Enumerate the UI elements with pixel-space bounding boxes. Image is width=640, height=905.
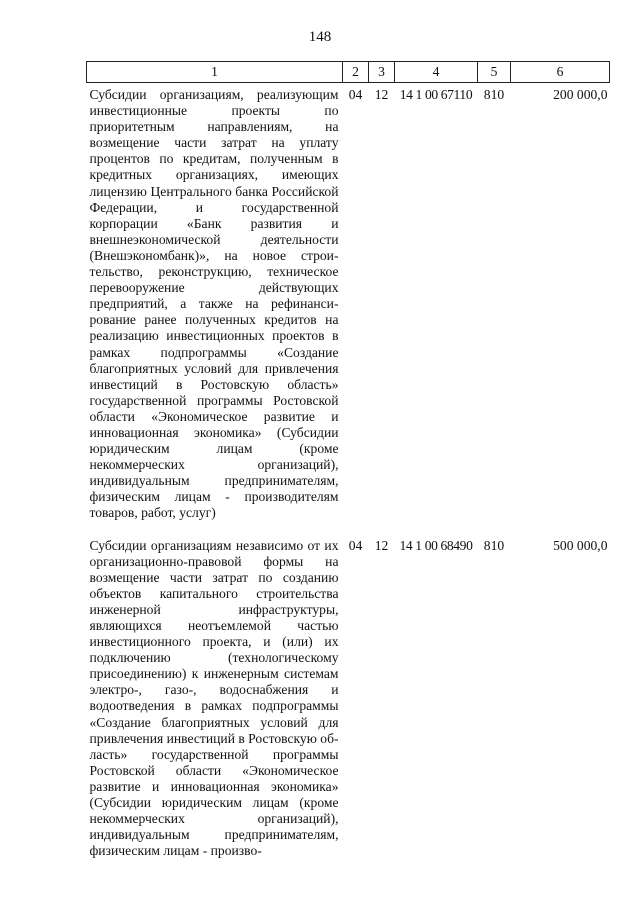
row-description: Субсидии организациям, реализующим инвестиционные проекты по приоритетным направлениям, на возмещение части затрат на уплату процентов по кредитам, полученным в кредитных организациях, имеющих лицензию Центрального банка Российской Федерации, и государственной корпорации «Банк развития и внешнеэкономической деятельности (Внешэкономбанк)», на новое строительство, реконструкцию, техническое перевооружение действующих предприятий, а также на рефинансирование ранее полученных кредитов на реализацию инвестиционных проектов в рамках подпрограммы «Создание благоприятных условий для привлечения инвестиций в Ростовскую область» государственной программы Ростовской области «Экономическое развитие и инновационная экономика» (Субсидии юридическим лицам (кроме некоммерческих организаций), индивидуальным предпринимателям, физическим лицам - производителям товаров, работ, услуг): [89, 87, 339, 521]
header-col-3: 3: [369, 62, 395, 83]
row-section: 04: [348, 537, 363, 553]
row-subsection: 12: [374, 537, 389, 553]
row-section: 04: [348, 87, 363, 102]
row-expense-type: 810: [483, 87, 505, 102]
header-row: [87, 62, 610, 83]
header-col-4: 4: [395, 62, 478, 83]
row-amount: 200 000,0: [553, 87, 608, 102]
table-header: [87, 62, 610, 83]
header-col-5: 5: [478, 62, 511, 83]
row-expense-type: 810: [483, 537, 505, 553]
table-row: [87, 534, 610, 872]
row-amount: 500 000,0: [553, 537, 608, 553]
budget-table: [86, 61, 610, 871]
table-row: [87, 83, 610, 534]
header-col-2: 2: [343, 62, 369, 83]
row-description: Субсидии организациям независимо от их организационно-правовой формы на возмещение части затрат по созданию объектов капитального строительства инженерной инфраструктуры, являющихся неотъемлемой частью инвестиционного проекта, и (или) их подключению (технологическому присоединению) к инженерным системам электро-, газо-, водоснабжения и водоотведения в рамках подпрограммы «Создание благоприятных условий для привлечения инвестиций в Ростовскую область» государственной программы Ростовской области «Экономическое развитие и инновационная экономика» (Субсидии юридическим лицам (кроме некоммерческих организаций), индивидуальным предпринимателям, физическим лицам - произво-: [89, 537, 339, 859]
header-col-6: 6: [511, 62, 610, 83]
header-col-1: 1: [87, 62, 343, 83]
row-target-article: 14 1 00 67110: [399, 87, 473, 102]
row-subsection: 12: [374, 87, 389, 102]
page-number: 148: [308, 29, 332, 45]
row-target-article: 14 1 00 68490: [399, 537, 473, 553]
